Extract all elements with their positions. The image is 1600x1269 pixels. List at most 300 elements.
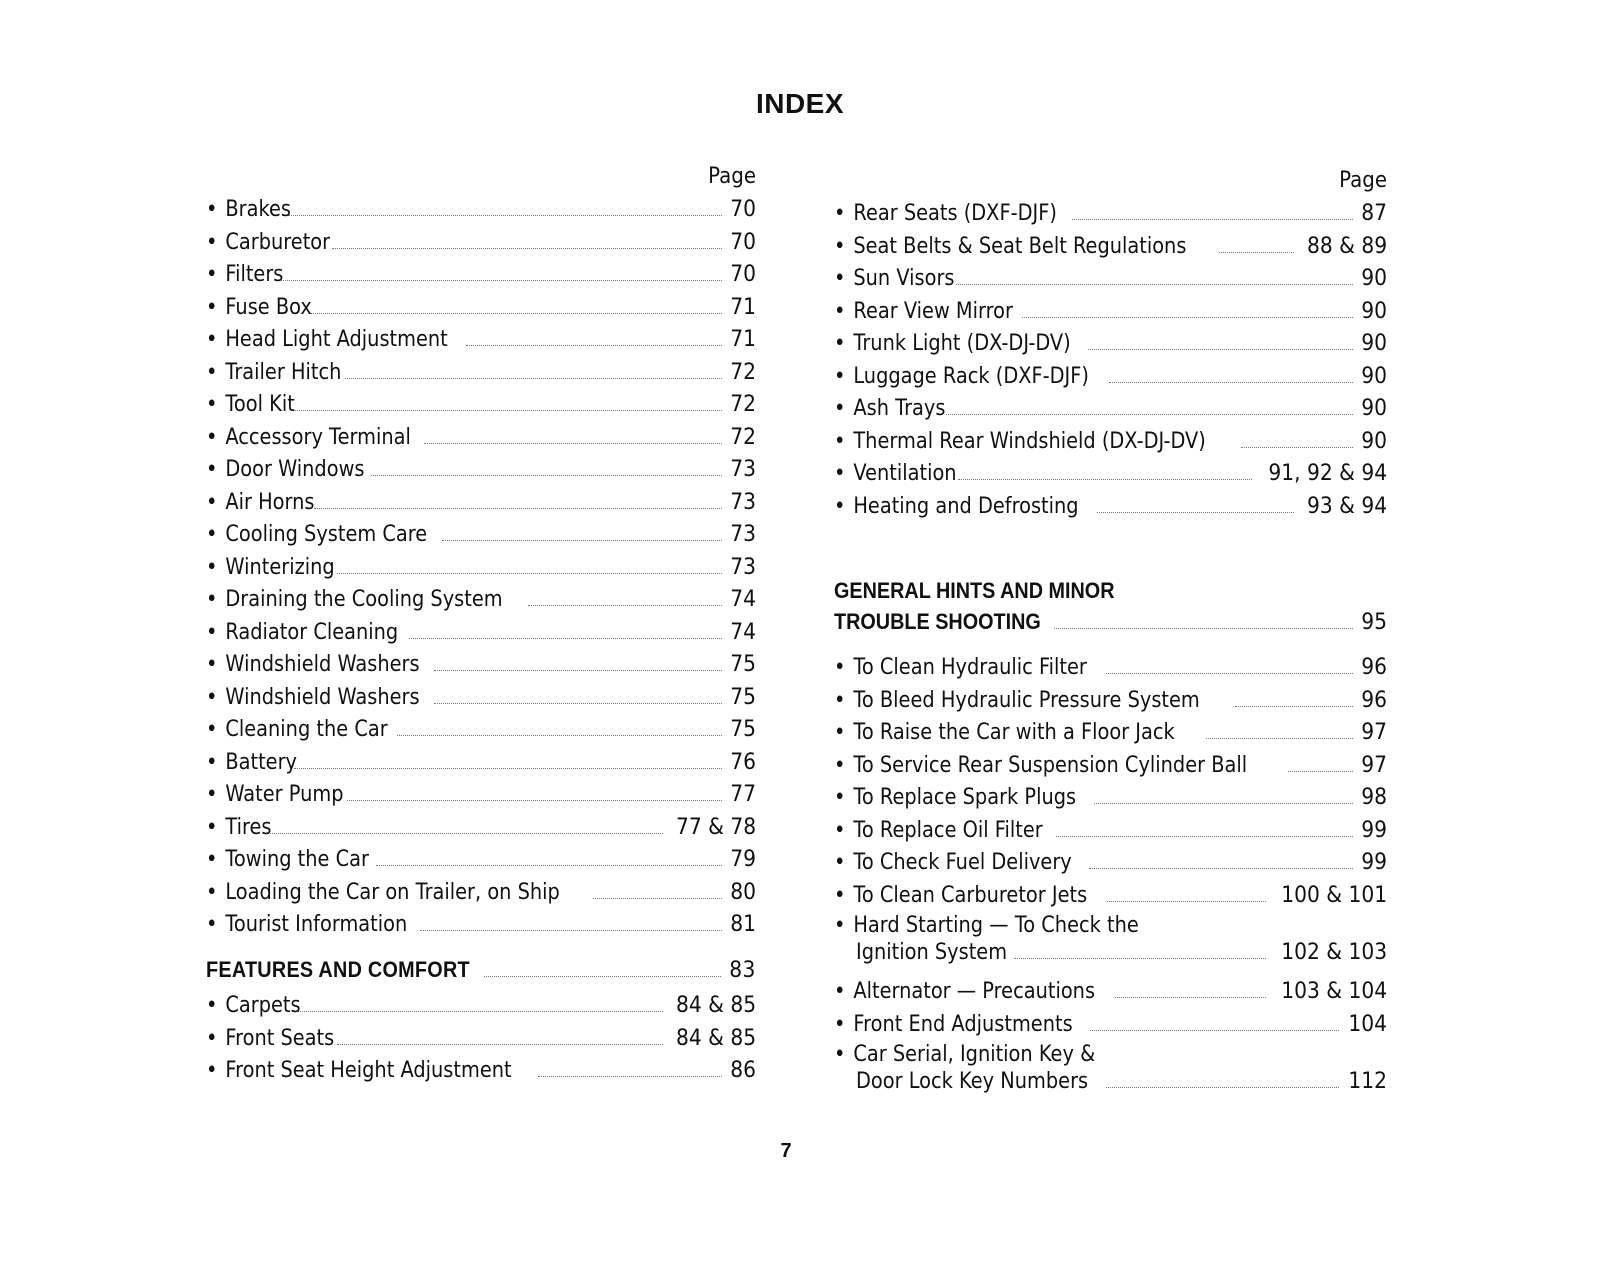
bullet-icon: • [206,359,218,385]
index-entry [834,1009,1387,1042]
bullet-icon: • [834,461,846,486]
dot-leader [484,976,721,977]
index-entry [834,263,1387,296]
bullet-icon: • [206,814,218,840]
entry-page: 103 & 104 [1281,979,1387,1004]
index-entry [834,231,1387,264]
entry-text: Front Seats [225,1025,335,1051]
entry-text: To Clean Carburetor Jets [853,882,1088,908]
entry-page: 96 [1361,687,1387,713]
right-entry-list [834,198,1387,523]
features-entry-list [206,990,756,1088]
dot-leader [311,313,722,314]
entry-page: 74 [730,619,756,645]
entry-label [206,909,407,942]
entry-label [834,976,1095,1009]
entry-page: 88 & 89 [1306,233,1387,259]
entry-page: 99 [1361,817,1387,843]
index-entry [834,782,1387,815]
entry-label [206,357,341,390]
dot-leader [956,284,1353,285]
entry-text: Carburetor [225,229,331,255]
entry-text: Seat Belts & Seat Belt Regulations [853,233,1187,259]
dot-leader [1097,512,1294,513]
dot-leader [466,345,722,346]
index-entry [206,990,756,1023]
index-entry [834,296,1387,329]
dot-leader [946,414,1354,415]
index-entry [206,617,756,650]
entry-page: 73 [730,554,756,580]
bullet-icon: • [834,720,846,745]
entry-page: 75 [730,652,756,677]
index-entry [834,198,1387,231]
bullet-icon: • [206,847,218,872]
entry-text: Air Horns [225,489,315,515]
bullet-icon: • [206,554,218,580]
entry-page: 72 [730,424,756,450]
entry-text: Radiator Cleaning [225,619,399,645]
bullet-icon: • [206,294,218,320]
dot-leader [1109,382,1353,383]
entry-page: 87 [1361,201,1387,226]
entry-text: Brakes [225,197,291,222]
bullet-icon: • [206,749,218,775]
entry-text: Sun Visors [853,266,955,291]
bullet-icon: • [834,233,846,259]
index-entry [834,976,1387,1009]
entry-text: Trailer Hitch [225,359,342,385]
entry-label [834,750,1247,783]
dot-leader [409,638,722,639]
entry-text: Filters [225,262,284,287]
entry-page: 104 [1348,1011,1387,1037]
dot-leader [294,768,722,769]
entry-label [834,458,957,491]
entry-page: 75 [730,684,756,710]
entry-label [834,491,1079,524]
index-entry [834,328,1387,361]
bullet-icon: • [834,785,846,810]
entry-text: To Check Fuel Delivery [853,850,1072,875]
entry-text: Trunk Light (DX-DJ-DV) [853,331,1071,356]
bullet-icon: • [206,912,218,937]
dot-leader [1106,1087,1339,1088]
page-column-header: Page [1339,168,1387,193]
entry-label [206,194,291,227]
entry-page: 84 & 85 [675,1025,756,1051]
dot-leader [1022,317,1353,318]
index-entry [206,292,756,325]
entry-label [834,652,1087,685]
bullet-icon: • [834,363,846,389]
bullet-icon: • [206,587,218,612]
entry-page: 96 [1361,655,1387,680]
entry-text: Windshield Washers [225,652,420,677]
entry-text: Heating and Defrosting [853,493,1079,519]
entry-label [206,617,398,650]
entry-label [834,815,1043,848]
entry-page: 70 [730,197,756,222]
index-entry [206,909,756,942]
bullet-icon: • [834,687,846,713]
entry-text: Winterizing [225,554,335,580]
bullet-icon: • [206,993,218,1018]
bullet-icon: • [834,979,846,1004]
hints-entry-list-2 [834,976,1387,1041]
entry-page: 73 [730,489,756,515]
entry-text: Fuse Box [225,294,312,320]
bullet-icon: • [834,817,846,843]
entry-text: Door Windows [225,457,365,482]
index-entry [206,812,756,845]
entry-page: 90 [1361,428,1387,454]
entry-text: To Replace Oil Filter [853,817,1043,843]
index-entry [834,426,1387,459]
index-entry [206,389,756,422]
entry-text: Cooling System Care [225,522,428,547]
section-heading-page: 83 [729,957,756,983]
entry-label-line1: Car Serial, Ignition Key & [853,1042,1096,1067]
bullet-icon: • [834,331,846,356]
bullet-icon: • [206,327,218,352]
entry-text: Towing the Car [225,847,369,872]
entry-page: 91, 92 & 94 [1268,461,1387,486]
entry-text: Carpets [225,993,301,1018]
entry-label [206,747,297,780]
entry-page: 71 [730,327,756,352]
dot-leader [1056,836,1353,837]
entry-text: Head Light Adjustment [225,327,448,352]
bullet-icon: • [834,428,846,454]
entry-page: 97 [1361,720,1387,745]
dot-leader [1094,803,1353,804]
dot-leader [332,248,722,249]
dot-leader [397,735,722,736]
dot-leader [292,410,722,411]
entry-label [206,682,420,715]
entry-page: 81 [730,912,756,937]
entry-text: Ash Trays [853,396,946,421]
entry-page: 76 [730,749,756,775]
entry-label [206,292,312,325]
entry-label [834,717,1175,750]
entry-label [834,361,1089,394]
dot-leader [1088,349,1353,350]
dot-leader [528,605,722,606]
dot-leader [434,703,722,704]
index-entry [206,584,756,617]
entry-page: 90 [1361,266,1387,291]
entry-text: To Raise the Car with a Floor Jack [853,720,1175,745]
entry-label [206,1055,512,1088]
entry-page: 102 & 103 [1281,940,1387,965]
index-entry [206,259,756,292]
dot-leader [298,1011,662,1012]
index-entry-multiline [834,1041,1387,1105]
entry-page: 73 [730,522,756,547]
entry-text: Alternator — Precautions [853,979,1096,1004]
entry-label [834,1009,1073,1042]
index-entry [834,685,1387,718]
entry-text: Battery [225,749,298,775]
bullet-icon: • [206,229,218,255]
entry-text: Water Pump [225,782,344,807]
dot-leader [288,215,722,216]
entry-label [834,296,1013,329]
bullet-icon: • [206,197,218,222]
entry-text: Rear View Mirror [853,298,1013,324]
entry-label [206,259,283,292]
entry-label [206,877,560,910]
index-entry [206,747,756,780]
bullet-icon: • [834,396,846,421]
entry-page: 71 [730,294,756,320]
entry-page: 84 & 85 [675,993,756,1018]
bullet-icon: • [834,298,846,324]
index-entry [206,227,756,260]
index-entry [834,847,1387,880]
entry-page: 77 [730,782,756,807]
entry-page: 86 [730,1058,756,1083]
dot-leader [345,378,722,379]
index-entry [206,357,756,390]
entry-text: Accessory Terminal [225,424,411,450]
entry-label [834,231,1186,264]
bullet-icon: • [206,684,218,710]
dot-leader [376,865,722,866]
entry-label [206,487,314,520]
entry-page: 72 [730,359,756,385]
entry-text: Tourist Information [225,912,408,937]
entry-page: 77 & 78 [675,814,756,840]
entry-label [834,426,1206,459]
page-column-header: Page [708,164,756,189]
entry-page: 80 [730,879,756,905]
dot-leader [1206,738,1353,739]
entry-label [834,263,955,296]
entry-label [206,584,503,617]
entry-text: Ventilation [853,461,957,486]
dot-leader [958,479,1252,480]
dot-leader [371,475,722,476]
bullet-icon: • [834,913,846,938]
entry-label [206,422,411,455]
dot-leader [1072,219,1353,220]
entry-page: 100 & 101 [1281,882,1387,908]
index-entry [834,880,1387,913]
index-entry [834,750,1387,783]
dot-leader [1115,997,1265,998]
dot-leader [1107,901,1266,902]
section-heading-features-and-comfort [206,954,756,987]
bullet-icon: • [206,1058,218,1083]
dot-leader [1089,868,1353,869]
bullet-icon: • [206,392,218,417]
entry-label [834,198,1057,231]
entry-label [206,779,344,812]
entry-label [206,519,427,552]
right-column [834,164,1387,1105]
index-entry [206,714,756,747]
entry-text: Loading the Car on Trailer, on Ship [225,879,560,905]
entry-text: Tires [225,814,272,840]
index-entry [206,487,756,520]
entry-page: 74 [730,587,756,612]
entry-label [834,847,1072,880]
index-entry [206,844,756,877]
entry-label [834,685,1200,718]
index-entry [834,393,1387,426]
entry-page: 90 [1361,298,1387,324]
entry-label-line1: Hard Starting — To Check the [853,913,1139,938]
bullet-icon: • [206,879,218,905]
bullet-icon: • [206,782,218,807]
index-entry [206,194,756,227]
entry-label [834,328,1071,361]
index-entry [206,519,756,552]
dot-leader [314,508,722,509]
index-entry [206,779,756,812]
entry-label [206,990,301,1023]
index-entry [834,458,1387,491]
entry-label [834,880,1087,913]
bullet-icon: • [206,717,218,742]
entry-page: 90 [1361,396,1387,421]
dot-leader [1014,958,1266,959]
entry-label [206,454,364,487]
bullet-icon: • [206,619,218,645]
entry-label-line2: Ignition System [856,940,1008,965]
dot-leader [420,930,722,931]
bullet-icon: • [834,201,846,226]
entry-label-line2: Door Lock Key Numbers [856,1069,1089,1094]
index-entry [834,652,1387,685]
index-entry [206,552,756,585]
entry-label [206,714,388,747]
entry-page: 79 [730,847,756,872]
entry-text: Thermal Rear Windshield (DX-DJ-DV) [853,428,1206,454]
index-entry [834,361,1387,394]
entry-page: 112 [1348,1069,1387,1094]
entry-page: 72 [730,392,756,417]
entry-page: 99 [1361,850,1387,875]
entry-text: Front Seat Height Adjustment [225,1058,512,1083]
entry-label [206,812,272,845]
entry-text: To Clean Hydraulic Filter [853,655,1087,680]
page-title: INDEX [755,88,845,119]
section-heading-general-hints [834,575,1387,638]
entry-text: Rear Seats (DXF-DJF) [853,201,1057,226]
bullet-icon: • [834,266,846,291]
dot-leader [347,800,722,801]
dot-leader [593,898,722,899]
index-entry [206,422,756,455]
bullet-icon: • [206,489,218,515]
dot-leader [1054,628,1353,629]
bullet-icon: • [834,1042,846,1067]
entry-page: 90 [1361,331,1387,356]
entry-text: Windshield Washers [225,684,420,710]
entry-page: 75 [730,717,756,742]
index-entry-multiline [834,912,1387,976]
section-heading-line2: TROUBLE SHOOTING [834,609,1041,634]
left-entry-list [206,194,756,942]
entry-label [206,1023,334,1056]
entry-text: To Replace Spark Plugs [853,785,1077,810]
entry-label [206,844,369,877]
entry-text: Front End Adjustments [853,1011,1073,1037]
entry-text: Tool Kit [225,392,295,417]
bullet-icon: • [206,457,218,482]
bullet-icon: • [206,262,218,287]
entry-label [206,227,330,260]
bullet-icon: • [206,522,218,547]
dot-leader [279,280,722,281]
index-entry [834,815,1387,848]
dot-leader [1219,252,1294,253]
entry-page: 93 & 94 [1306,493,1387,519]
index-entry [206,1023,756,1056]
dot-leader [1288,771,1353,772]
entry-label [834,393,945,426]
entry-label [206,389,295,422]
index-entry [206,454,756,487]
bullet-icon: • [206,652,218,677]
bullet-icon: • [834,752,846,778]
entry-text: To Service Rear Suspension Cylinder Ball [853,752,1248,778]
dot-leader [337,573,722,574]
dot-leader [1241,447,1353,448]
dot-leader [1235,706,1354,707]
bullet-icon: • [834,493,846,519]
index-entry [206,649,756,682]
entry-label [206,552,335,585]
entry-label [834,782,1076,815]
index-entry [206,1055,756,1088]
entry-text: To Bleed Hydraulic Pressure System [853,687,1200,713]
entry-text: Draining the Cooling System [225,587,503,612]
index-entry [834,491,1387,524]
entry-page: 90 [1361,363,1387,389]
page-number: 7 [780,1140,792,1162]
left-column [206,160,756,1088]
dot-leader [442,540,722,541]
bullet-icon: • [206,424,218,450]
dot-leader [538,1076,722,1077]
section-heading-page: 95 [1361,610,1387,635]
dot-leader [265,833,662,834]
section-heading-label: FEATURES AND COMFORT [206,956,470,982]
entry-text: Luggage Rack (DXF-DJF) [853,363,1089,389]
dot-leader [1090,1030,1339,1031]
entry-page: 70 [730,262,756,287]
entry-page: 98 [1361,785,1387,810]
entry-page: 70 [730,229,756,255]
bullet-icon: • [834,1011,846,1037]
entry-label [206,649,420,682]
dot-leader [337,1044,663,1045]
entry-label [206,324,448,357]
entry-text: Cleaning the Car [225,717,388,742]
bullet-icon: • [834,655,846,680]
index-entry [206,324,756,357]
index-entry [206,877,756,910]
bullet-icon: • [834,850,846,875]
hints-entry-list [834,652,1387,912]
dot-leader [424,443,722,444]
section-heading-line1: GENERAL HINTS AND MINOR [834,578,1115,603]
